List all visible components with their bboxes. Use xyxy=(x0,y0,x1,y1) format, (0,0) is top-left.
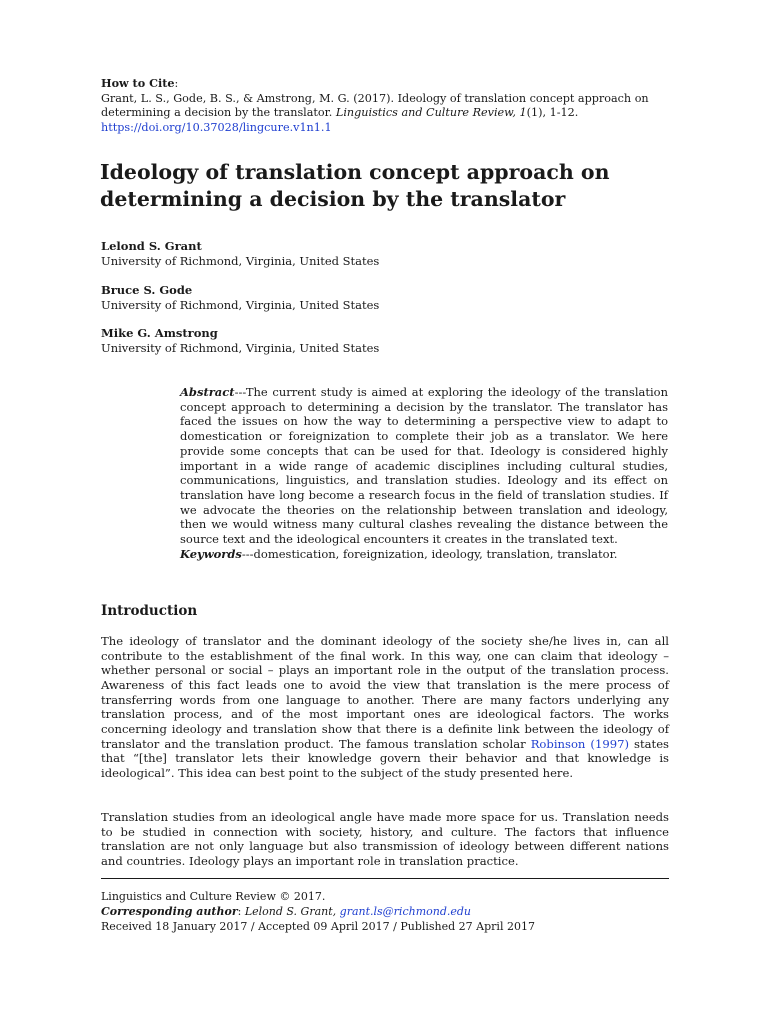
footer xyxy=(101,890,669,934)
author-name: Lelond S. Grant xyxy=(101,239,202,253)
citation-reference: Grant, L. S., Gode, B. S., & Amstrong, M. G. (2017). Ideology of translation concept approach on determining a decision by the translator. xyxy=(101,91,649,120)
citation-journal: Linguistics and Culture Review, xyxy=(335,106,516,120)
keywords-label: Keywords xyxy=(180,546,242,561)
citation-issue-pages: (1), 1-12. xyxy=(526,106,579,120)
corresponding-name: Lelond S. Grant, xyxy=(244,904,337,918)
author-affiliation: University of Richmond, Virginia, United States xyxy=(101,298,380,312)
doi-link[interactable]: https://doi.org/10.37028/lingcure.v1n1.1 xyxy=(101,120,332,134)
corresponding-email-link[interactable]: grant.ls@richmond.edu xyxy=(339,904,472,918)
citation-volume: 1 xyxy=(519,106,527,120)
abstract-paragraph xyxy=(180,385,668,547)
corresponding-label: Corresponding author xyxy=(101,904,238,918)
abstract-label: Abstract xyxy=(180,385,235,399)
footer-divider xyxy=(101,878,669,879)
introduction-heading: Introduction xyxy=(101,603,198,619)
footer-corresponding: Corresponding author: Lelond S. Grant, grant.ls@richmond.edu xyxy=(101,904,472,918)
author-affiliation: University of Richmond, Virginia, United States xyxy=(101,254,380,268)
robinson-citation-link[interactable]: Robinson (1997) xyxy=(530,736,629,751)
intro-p1-text: The ideology of translator and the dominant ideology of the society she/he lives in, can all contribute to the establishment of the final work. In this way, one can claim that ideology – whether personal or social – plays an important role in the output of the translation process. Awareness of this fact leads one to avoid the view that translation is the mere process of transferring words from one language to another. There are many factors underlying any translation process, and of the most important ones are ideological factors. The works concerning ideology and translation show that there is a definite link between the ideology of translator and the translation product. The famous translation scholar xyxy=(101,634,669,751)
how-to-cite: How to Cite: Grant, L. S., Gode, B. S., & Amstrong, M. G. (2017). Ideology of translation concept approach on determining a decision by the translator. Linguistics and Culture Review, 1(1), 1-12. https://doi.org/10.37028/lingcure.v1n1.1 xyxy=(101,76,649,134)
intro-paragraph-1 xyxy=(101,634,669,781)
keywords-text: ---domestication, foreignization, ideology, translation, translator. xyxy=(241,546,618,561)
author-name: Bruce S. Gode xyxy=(101,283,193,297)
how-to-cite-label: How to Cite xyxy=(101,76,175,90)
intro-p1-text-end: states that “[the] translator lets their knowledge govern their behavior and that knowledge is ideological”. This idea can best point to the subject of the study presented here. xyxy=(101,736,670,780)
footer-dates: Received 18 January 2017 / Accepted 09 April 2017 / Published 27 April 2017 xyxy=(101,919,535,933)
paper-title: Ideology of translation concept approach on determining a decision by the translator xyxy=(100,160,610,211)
intro-paragraph-2: Translation studies from an ideological angle have made more space for us. Translation needs to be studied in connection with society, history, and culture. The factors that influence translation are not only language but also transmission of ideology between different nations and countries. Ideology plays an important role in translation practice. xyxy=(101,810,669,868)
author-affiliation: University of Richmond, Virginia, United States xyxy=(101,341,380,355)
abstract-text: ---The current study is aimed at exploring the ideology of the translation concept approach to determining a decision by the translator. The translator has faced the issues on how the way to determining a perspective view to adapt to domestication or foreignization to complete their job as a translator. We here provide some concepts that can be used for that. Ideology is considered highly important in a wide range of academic disciplines including cultural studies, communications, linguistics, and translation studies. Ideology and its effect on translation have long become a research focus in the field of translation studies. If we advocate the theories on the relationship between translation and ideology, then we would witness many cultural clashes revealing the distance between the source text and the ideological encounters it creates in the translated text. xyxy=(180,385,668,547)
author-block xyxy=(101,283,661,313)
author-name: Mike G. Amstrong xyxy=(101,326,218,340)
keywords-paragraph xyxy=(180,547,668,562)
author-block xyxy=(101,326,661,356)
author-block xyxy=(101,239,661,269)
footer-journal-line: Linguistics and Culture Review © 2017. xyxy=(101,890,326,903)
abstract-block xyxy=(180,385,668,561)
